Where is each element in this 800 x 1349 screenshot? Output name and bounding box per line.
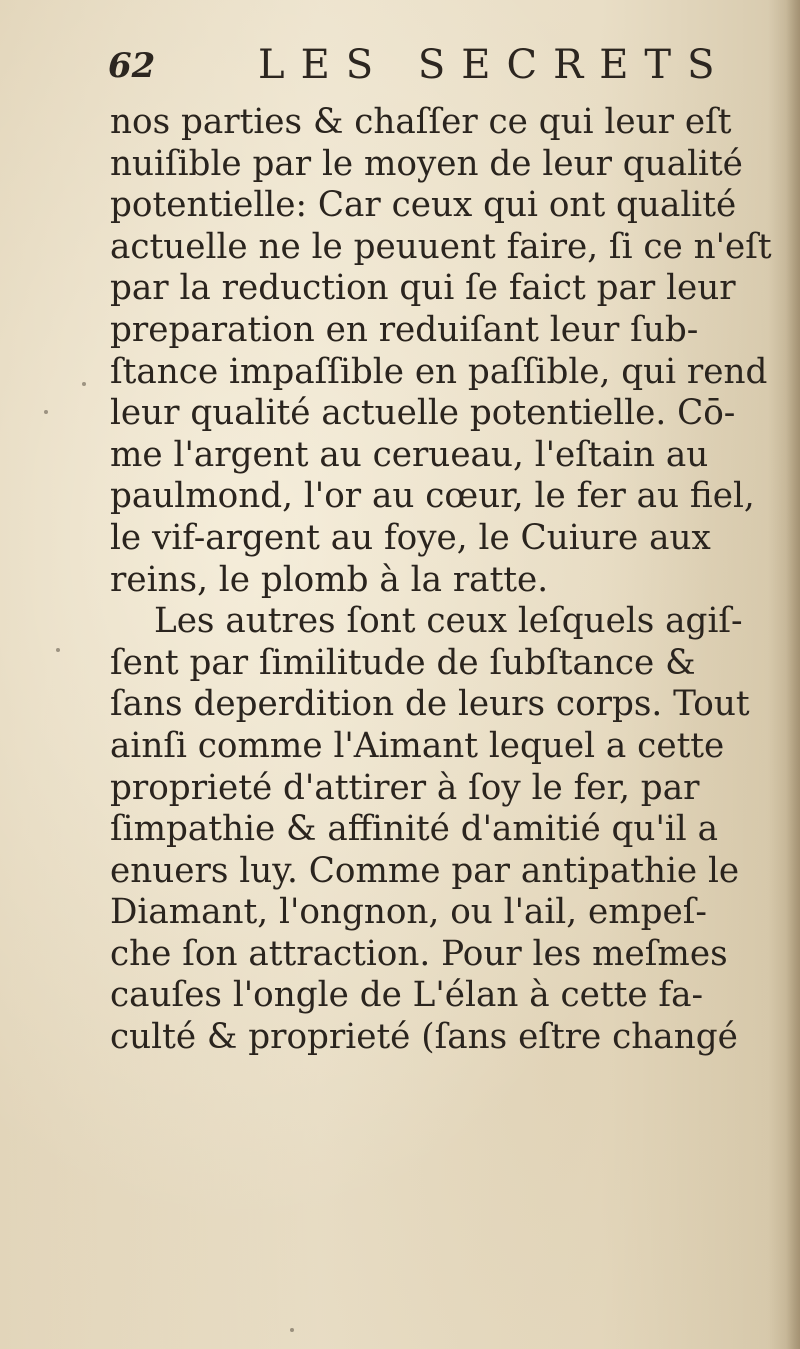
text-line: paulmond, l'or au cœur, le fer au fiel, bbox=[110, 476, 755, 517]
page-header bbox=[108, 38, 731, 98]
text-line: culté & proprieté (ſans eſtre changé bbox=[110, 1017, 738, 1058]
text-line: cauſes l'ongle de L'élan à cette fa- bbox=[110, 975, 704, 1016]
text-line: potentielle: Car ceux qui ont qualité bbox=[110, 185, 737, 226]
text-line: ainſi comme l'Aimant lequel a cette bbox=[110, 725, 725, 766]
text-line: ſent par ſimilitude de ſubſtance & bbox=[110, 642, 696, 683]
paper-speck bbox=[82, 382, 86, 386]
text-line: ſans deperdition de leurs corps. Tout bbox=[110, 684, 750, 725]
text-line: reins, le plomb à la ratte. bbox=[110, 559, 549, 600]
text-line: me l'argent au cerueau, l'eſtain au bbox=[110, 434, 709, 475]
text-line: Les autres ſont ceux leſquels agiſ- bbox=[154, 601, 743, 642]
text-line: che ſon attraction. Pour les meſmes bbox=[110, 933, 728, 974]
text-line: actuelle ne le peuuent faire, ſi ce n'eſt bbox=[110, 226, 772, 267]
text-line: ſtance impaſſible en paſſible, qui rend bbox=[110, 351, 768, 392]
running-title: LES SECRETS bbox=[258, 42, 731, 88]
text-line: leur qualité actuelle potentielle. Cō- bbox=[110, 393, 736, 434]
paper-speck bbox=[44, 410, 48, 414]
text-line: nos parties & chaſſer ce qui leur eſt bbox=[110, 102, 732, 142]
text-body bbox=[110, 102, 800, 1059]
text-line: ſimpathie & affinité d'amitié qu'il a bbox=[110, 809, 718, 850]
paper-speck bbox=[56, 648, 60, 652]
text-line: enuers luy. Comme par antipathie le bbox=[110, 850, 740, 891]
text-line: preparation en reduiſant leur ſub- bbox=[110, 309, 699, 350]
text-line: Diamant, l'ongnon, ou l'ail, empeſ- bbox=[110, 892, 707, 933]
text-line: le vif-argent au foye, le Cuiure aux bbox=[110, 517, 711, 558]
text-line: proprieté d'attirer à ſoy le fer, par bbox=[110, 767, 700, 808]
text-line: nuiſible par le moyen de leur qualité bbox=[110, 143, 743, 184]
page-number: 62 bbox=[108, 46, 156, 86]
text-line: par la reduction qui ſe faict par leur bbox=[110, 268, 736, 309]
paper-speck bbox=[290, 1328, 294, 1332]
